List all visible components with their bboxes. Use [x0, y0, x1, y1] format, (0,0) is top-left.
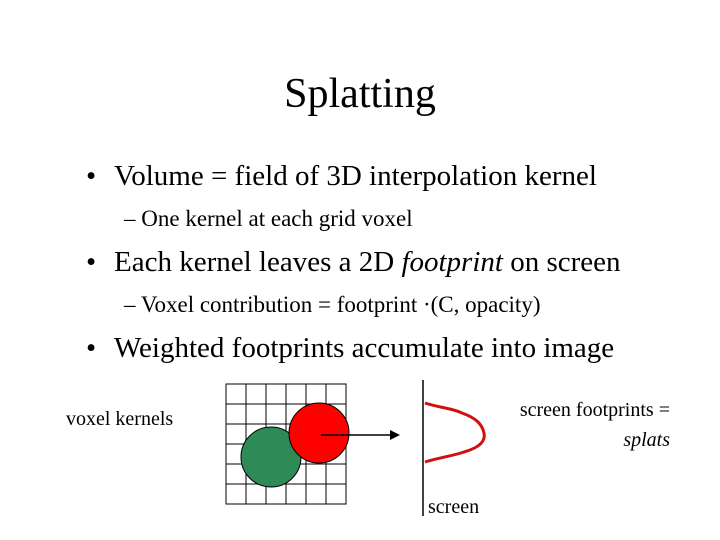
screen-footprints-label — [440, 395, 670, 455]
voxel-kernels-label: voxel kernels — [66, 408, 174, 430]
splats-text: splats — [623, 429, 670, 451]
bullet-3-text: Weighted footprints accumulate into image — [114, 332, 615, 364]
bullet-2-text-before: Each kernel leaves a 2D — [114, 246, 402, 278]
bullet-2-marker: • — [86, 246, 97, 278]
screen-footprints-line1: screen footprints = — [519, 399, 670, 421]
bullet-2-sub: – Voxel contribution = footprint ·(C, opacity) — [124, 292, 541, 317]
bullet-1-marker: • — [86, 160, 97, 192]
bullet-2-text-after: on screen — [502, 246, 621, 278]
screen-label: screen — [428, 496, 480, 518]
bullet-1-sub: – One kernel at each grid voxel — [124, 206, 413, 231]
red-voxel-kernel — [289, 403, 349, 463]
bullet-3-marker: • — [86, 332, 97, 364]
bullet-1-text: Volume = field of 3D interpolation kernel — [114, 160, 597, 192]
slide-title: Splatting — [284, 71, 436, 117]
screen-footprints-line2 — [440, 425, 670, 455]
bullet-2-text-italic: footprint — [401, 246, 503, 278]
